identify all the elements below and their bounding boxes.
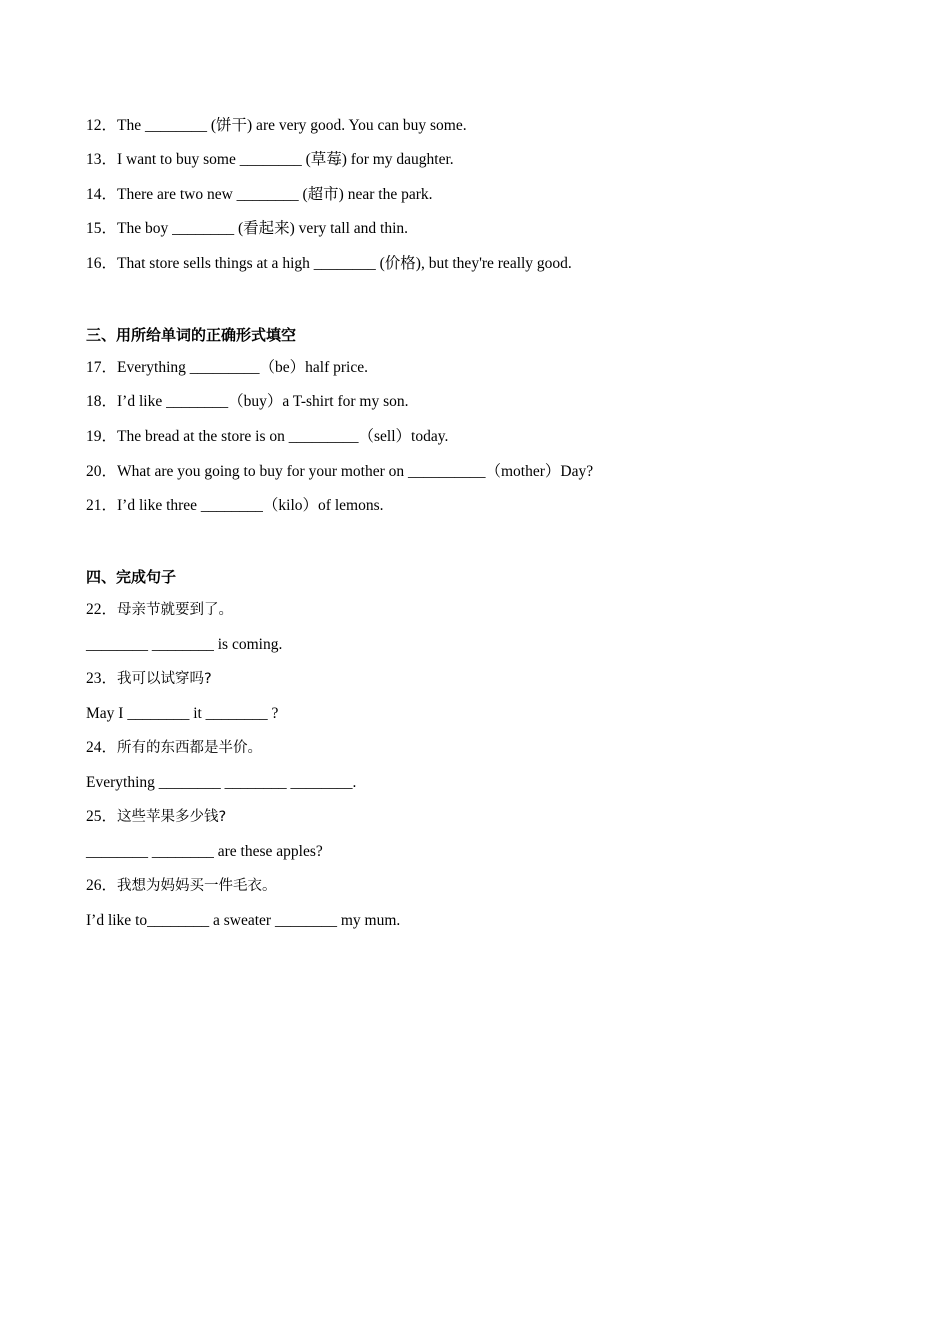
section-3-title: 三、用所给单词的正确形式填空 — [86, 326, 297, 344]
question-22 — [86, 599, 233, 621]
question-12 — [86, 115, 467, 137]
section-4-title: 四、完成句子 — [86, 568, 177, 586]
question-23 — [86, 668, 212, 690]
question-text: Everything _________（be）half price. — [117, 359, 368, 376]
question-number: 17． — [86, 359, 118, 376]
question-number: 22． — [86, 601, 118, 618]
question-18 — [86, 391, 408, 413]
question-prompt: 这些苹果多少钱? — [117, 809, 227, 825]
question-number: 12． — [86, 117, 118, 134]
question-number: 21． — [86, 497, 118, 514]
question-number: 20． — [86, 463, 118, 480]
question-26 — [86, 875, 277, 897]
answer-line-24: Everything ________ ________ ________. — [86, 774, 357, 791]
question-number: 24． — [86, 739, 118, 756]
question-text: The bread at the store is on _________（sell）today. — [117, 428, 449, 445]
question-number: 15． — [86, 220, 118, 237]
question-prompt: 所有的东西都是半价。 — [117, 740, 263, 756]
question-prompt: 母亲节就要到了。 — [117, 602, 234, 618]
question-text: I want to buy some ________ (草莓) for my daughter. — [117, 151, 454, 168]
question-number: 25． — [86, 808, 118, 825]
question-25 — [86, 806, 226, 828]
question-19 — [86, 426, 448, 448]
question-17 — [86, 357, 368, 379]
answer-line-23: May I ________ it ________ ? — [86, 705, 279, 722]
question-number: 26． — [86, 877, 118, 894]
question-text: That store sells things at a high ________ (价格), but they're really good. — [117, 255, 572, 272]
question-20 — [86, 461, 593, 483]
question-13 — [86, 149, 454, 171]
question-number: 18． — [86, 393, 118, 410]
answer-line-22: ________ ________ is coming. — [86, 636, 283, 653]
question-number: 16． — [86, 255, 118, 272]
question-21 — [86, 495, 383, 517]
question-text: There are two new ________ (超市) near the park. — [117, 186, 433, 203]
question-text: The boy ________ (看起来) very tall and thin. — [117, 220, 409, 237]
answer-line-25: ________ ________ are these apples? — [86, 843, 323, 860]
question-15 — [86, 218, 408, 240]
question-number: 23． — [86, 670, 118, 687]
question-prompt: 我想为妈妈买一件毛衣。 — [117, 878, 277, 894]
question-text: I’d like ________（buy）a T-shirt for my son. — [117, 393, 409, 410]
question-16 — [86, 253, 572, 275]
question-number: 14． — [86, 186, 118, 203]
question-number: 19． — [86, 428, 118, 445]
answer-line-26: I’d like to________ a sweater ________ my mum. — [86, 912, 401, 929]
question-text: I’d like three ________（kilo）of lemons. — [117, 497, 384, 514]
question-prompt: 我可以试穿吗? — [117, 671, 212, 687]
question-text: The ________ (饼干) are very good. You can buy some. — [117, 117, 467, 134]
question-14 — [86, 184, 433, 206]
question-24 — [86, 737, 262, 759]
question-text: What are you going to buy for your mother on __________（mother）Day? — [117, 463, 594, 480]
question-number: 13． — [86, 151, 118, 168]
